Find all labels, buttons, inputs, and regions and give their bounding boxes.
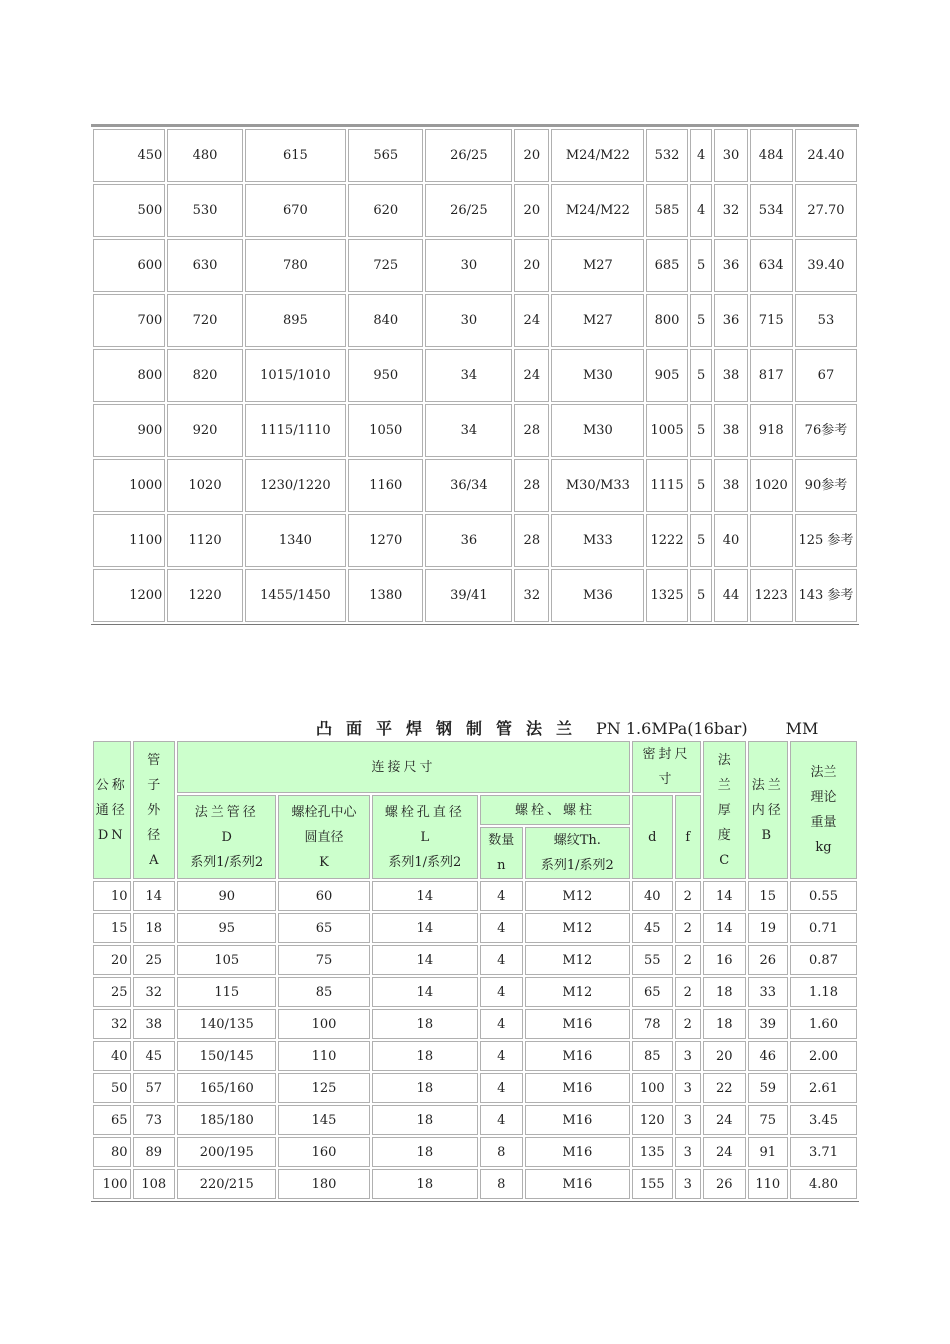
cell-k: 160: [278, 1137, 369, 1167]
cell-k: 1050: [348, 404, 423, 457]
table-row: [93, 349, 857, 402]
cell-a: 89: [133, 1137, 176, 1167]
cell-n: 4: [480, 1009, 523, 1039]
cell-b: 39: [748, 1009, 789, 1039]
cell-sd: 1222: [646, 514, 687, 567]
header-d-series: [177, 795, 276, 879]
cell-c: 20: [703, 1041, 746, 1071]
cell-d: 150/145: [177, 1041, 276, 1071]
cell-th: M12: [525, 945, 630, 975]
cell-a: 25: [133, 945, 176, 975]
cell-k: 1270: [348, 514, 423, 567]
cell-n: 4: [480, 977, 523, 1007]
cell-a: 32: [133, 977, 176, 1007]
header-l-line2: L: [420, 829, 430, 845]
cell-th: M33: [551, 514, 644, 567]
table-row: [93, 1137, 857, 1167]
cell-w: 90参考: [795, 459, 857, 512]
cell-n: 4: [480, 1073, 523, 1103]
cell-dn: 25: [93, 977, 131, 1007]
cell-w: 27.70: [795, 184, 857, 237]
cell-th: M16: [525, 1169, 630, 1199]
cell-c: 36: [714, 239, 747, 292]
cell-c: 24: [703, 1137, 746, 1167]
header-thickness: 法 兰 厚 度 C: [703, 741, 746, 879]
cell-l: 18: [372, 1137, 478, 1167]
cell-w: 39.40: [795, 239, 857, 292]
cell-th: M24/M22: [551, 129, 644, 182]
header-th: [525, 827, 630, 879]
header-th-line2: 系列1/系列2: [540, 858, 614, 873]
cell-f: 3: [675, 1041, 701, 1071]
cell-l: 18: [372, 1169, 478, 1199]
cell-b: 59: [748, 1073, 789, 1103]
cell-dn: 15: [93, 913, 131, 943]
cell-b: 817: [750, 349, 793, 402]
cell-b: 110: [748, 1169, 789, 1199]
cell-w: 3.71: [790, 1137, 857, 1167]
cell-dn: 80: [93, 1137, 131, 1167]
cell-c: 32: [714, 184, 747, 237]
cell-th: M30: [551, 349, 644, 402]
cell-c: 24: [703, 1105, 746, 1135]
header-d-line3: 系列1/系列2: [190, 854, 264, 870]
header-th-line1: 螺纹Th.: [553, 833, 601, 848]
cell-n: 24: [514, 294, 549, 347]
cell-w: 67: [795, 349, 857, 402]
header-row-1: [93, 741, 857, 793]
table-row: [93, 404, 857, 457]
cell-c: 40: [714, 514, 747, 567]
cell-b: 715: [750, 294, 793, 347]
cell-th: M36: [551, 569, 644, 622]
cell-l: 30: [425, 239, 512, 292]
cell-k: 180: [278, 1169, 369, 1199]
cell-b: 26: [748, 945, 789, 975]
cell-w: 1.18: [790, 977, 857, 1007]
cell-a: 1120: [167, 514, 242, 567]
cell-th: M16: [525, 1105, 630, 1135]
cell-f: 2: [675, 977, 701, 1007]
cell-dn: 600: [93, 239, 165, 292]
cell-k: 725: [348, 239, 423, 292]
cell-th: M16: [525, 1009, 630, 1039]
header-bore: 法兰 内径 B: [748, 741, 789, 879]
cell-sd: 40: [632, 881, 673, 911]
cell-n: 4: [480, 913, 523, 943]
table-row: [93, 913, 857, 943]
cell-c: 22: [703, 1073, 746, 1103]
table-row: [93, 184, 857, 237]
table-title-unit: MM: [785, 719, 819, 738]
cell-b: 484: [750, 129, 793, 182]
cell-dn: 500: [93, 184, 165, 237]
table-row: [93, 239, 857, 292]
header-connection: 连接尺寸: [177, 741, 630, 793]
header-n: [480, 827, 523, 879]
cell-a: 530: [167, 184, 242, 237]
cell-c: 18: [703, 977, 746, 1007]
cell-d: 1340: [245, 514, 346, 567]
cell-dn: 40: [93, 1041, 131, 1071]
cell-l: 18: [372, 1009, 478, 1039]
cell-b: 634: [750, 239, 793, 292]
cell-n: 28: [514, 459, 549, 512]
header-weight: 法兰 理论 重量 kg: [790, 741, 857, 879]
table-row: [93, 514, 857, 567]
cell-d: 1230/1220: [245, 459, 346, 512]
cell-c: 44: [714, 569, 747, 622]
cell-f: 3: [675, 1073, 701, 1103]
cell-l: 34: [425, 404, 512, 457]
cell-dn: 450: [93, 129, 165, 182]
cell-sd: 78: [632, 1009, 673, 1039]
header-k: [278, 795, 369, 879]
cell-sd: 120: [632, 1105, 673, 1135]
cell-b: 91: [748, 1137, 789, 1167]
cell-f: 2: [675, 945, 701, 975]
table-row: [93, 1105, 857, 1135]
cell-th: M16: [525, 1073, 630, 1103]
cell-b: 75: [748, 1105, 789, 1135]
cell-d: 1015/1010: [245, 349, 346, 402]
cell-l: 14: [372, 977, 478, 1007]
cell-k: 125: [278, 1073, 369, 1103]
cell-d: 1115/1110: [245, 404, 346, 457]
cell-d: 220/215: [177, 1169, 276, 1199]
cell-a: 57: [133, 1073, 176, 1103]
table-row: [93, 977, 857, 1007]
cell-l: 39/41: [425, 569, 512, 622]
table-title-name: 凸面平焊钢制管法兰: [316, 719, 587, 738]
cell-f: 2: [675, 881, 701, 911]
cell-d: 670: [245, 184, 346, 237]
header-l: [372, 795, 478, 879]
cell-sd: 155: [632, 1169, 673, 1199]
cell-n: 4: [480, 1105, 523, 1135]
cell-w: 53: [795, 294, 857, 347]
cell-a: 73: [133, 1105, 176, 1135]
cell-l: 14: [372, 945, 478, 975]
cell-c: 16: [703, 945, 746, 975]
cell-dn: 1100: [93, 514, 165, 567]
cell-th: M27: [551, 239, 644, 292]
cell-n: 20: [514, 129, 549, 182]
cell-f: 5: [690, 459, 713, 512]
header-d: d: [632, 795, 673, 879]
cell-sd: 55: [632, 945, 673, 975]
header-n-line2: n: [497, 858, 506, 873]
table-row: [93, 294, 857, 347]
header-a: 管 子 外 径 A: [133, 741, 176, 879]
cell-n: 32: [514, 569, 549, 622]
table-title: [316, 716, 818, 739]
cell-f: 4: [690, 184, 713, 237]
cell-d: 140/135: [177, 1009, 276, 1039]
cell-n: 4: [480, 1041, 523, 1071]
cell-n: 20: [514, 184, 549, 237]
cell-l: 14: [372, 881, 478, 911]
cell-c: 26: [703, 1169, 746, 1199]
cell-b: 918: [750, 404, 793, 457]
cell-d: 165/160: [177, 1073, 276, 1103]
cell-a: 720: [167, 294, 242, 347]
cell-f: 3: [675, 1105, 701, 1135]
cell-sd: 905: [646, 349, 687, 402]
header-dn: 公称 通径 DN: [93, 741, 131, 879]
cell-c: 30: [714, 129, 747, 182]
cell-n: 28: [514, 404, 549, 457]
cell-c: 14: [703, 881, 746, 911]
cell-w: 76参考: [795, 404, 857, 457]
cell-dn: 50: [93, 1073, 131, 1103]
cell-dn: 1200: [93, 569, 165, 622]
cell-a: 45: [133, 1041, 176, 1071]
header-d-line1: 法兰管径: [194, 804, 259, 820]
cell-b: 33: [748, 977, 789, 1007]
cell-sd: 85: [632, 1041, 673, 1071]
cell-b: 19: [748, 913, 789, 943]
header-d-line2: D: [221, 829, 232, 845]
cell-a: 920: [167, 404, 242, 457]
cell-th: M24/M22: [551, 184, 644, 237]
cell-f: 5: [690, 349, 713, 402]
cell-b: 1223: [750, 569, 793, 622]
cell-a: 820: [167, 349, 242, 402]
cell-n: 8: [480, 1137, 523, 1167]
cell-d: 95: [177, 913, 276, 943]
cell-a: 630: [167, 239, 242, 292]
cell-k: 60: [278, 881, 369, 911]
cell-k: 1380: [348, 569, 423, 622]
table-row: [93, 1169, 857, 1199]
table-row: [93, 1073, 857, 1103]
cell-w: 0.71: [790, 913, 857, 943]
cell-a: 1220: [167, 569, 242, 622]
cell-f: 5: [690, 404, 713, 457]
cell-d: 780: [245, 239, 346, 292]
cell-w: 2.00: [790, 1041, 857, 1071]
cell-n: 8: [480, 1169, 523, 1199]
cell-a: 1020: [167, 459, 242, 512]
cell-dn: 10: [93, 881, 131, 911]
cell-f: 5: [690, 514, 713, 567]
cell-l: 26/25: [425, 129, 512, 182]
cell-f: 3: [675, 1169, 701, 1199]
cell-f: 5: [690, 294, 713, 347]
cell-w: 4.80: [790, 1169, 857, 1199]
cell-w: 0.55: [790, 881, 857, 911]
cell-dn: 32: [93, 1009, 131, 1039]
cell-a: 18: [133, 913, 176, 943]
cell-th: M27: [551, 294, 644, 347]
cell-k: 620: [348, 184, 423, 237]
cell-w: 143 参考: [795, 569, 857, 622]
cell-c: 38: [714, 404, 747, 457]
cell-k: 1160: [348, 459, 423, 512]
cell-b: 534: [750, 184, 793, 237]
cell-f: 3: [675, 1137, 701, 1167]
table-row: [93, 569, 857, 622]
cell-a: 38: [133, 1009, 176, 1039]
cell-sd: 585: [646, 184, 687, 237]
cell-c: 36: [714, 294, 747, 347]
cell-l: 26/25: [425, 184, 512, 237]
cell-sd: 135: [632, 1137, 673, 1167]
flange-table-continued: [91, 124, 859, 625]
cell-l: 30: [425, 294, 512, 347]
cell-n: 28: [514, 514, 549, 567]
cell-sd: 1005: [646, 404, 687, 457]
cell-k: 100: [278, 1009, 369, 1039]
cell-k: 145: [278, 1105, 369, 1135]
header-n-line1: 数量: [488, 833, 515, 848]
cell-th: M12: [525, 913, 630, 943]
cell-d: 185/180: [177, 1105, 276, 1135]
cell-sd: 800: [646, 294, 687, 347]
cell-sd: 45: [632, 913, 673, 943]
cell-n: 24: [514, 349, 549, 402]
cell-l: 18: [372, 1041, 478, 1071]
cell-l: 36: [425, 514, 512, 567]
cell-k: 565: [348, 129, 423, 182]
cell-b: 1020: [750, 459, 793, 512]
cell-d: 200/195: [177, 1137, 276, 1167]
header-k-line1a: 螺栓孔中心: [291, 804, 357, 820]
table-title-pressure: PN 1.6MPa(16bar): [596, 719, 748, 738]
cell-th: M30/M33: [551, 459, 644, 512]
cell-sd: 1325: [646, 569, 687, 622]
cell-n: 4: [480, 945, 523, 975]
cell-a: 108: [133, 1169, 176, 1199]
cell-dn: 1000: [93, 459, 165, 512]
cell-th: M16: [525, 1137, 630, 1167]
header-seal: 密封尺 寸: [632, 741, 701, 793]
cell-f: 5: [690, 239, 713, 292]
cell-l: 14: [372, 913, 478, 943]
cell-sd: 532: [646, 129, 687, 182]
cell-f: 4: [690, 129, 713, 182]
cell-d: 105: [177, 945, 276, 975]
header-l-line3: 系列1/系列2: [388, 854, 462, 870]
cell-dn: 20: [93, 945, 131, 975]
header-f: f: [675, 795, 701, 879]
cell-sd: 685: [646, 239, 687, 292]
cell-k: 75: [278, 945, 369, 975]
header-k-line2: K: [319, 854, 329, 870]
cell-sd: 65: [632, 977, 673, 1007]
cell-w: 24.40: [795, 129, 857, 182]
cell-w: 125 参考: [795, 514, 857, 567]
table-row: [93, 129, 857, 182]
header-l-line1: 螺栓孔直径: [384, 804, 465, 820]
cell-b: 46: [748, 1041, 789, 1071]
cell-l: 18: [372, 1105, 478, 1135]
table-row: [93, 881, 857, 911]
cell-sd: 100: [632, 1073, 673, 1103]
cell-th: M12: [525, 881, 630, 911]
cell-th: M30: [551, 404, 644, 457]
cell-l: 36/34: [425, 459, 512, 512]
cell-dn: 65: [93, 1105, 131, 1135]
cell-f: 2: [675, 913, 701, 943]
cell-b: 15: [748, 881, 789, 911]
cell-th: M16: [525, 1041, 630, 1071]
cell-dn: 900: [93, 404, 165, 457]
header-k-line1b: 圆直径: [304, 829, 344, 845]
cell-sd: 1115: [646, 459, 687, 512]
cell-f: 2: [675, 1009, 701, 1039]
cell-th: M12: [525, 977, 630, 1007]
cell-d: 615: [245, 129, 346, 182]
cell-n: 20: [514, 239, 549, 292]
cell-w: 2.61: [790, 1073, 857, 1103]
cell-n: 4: [480, 881, 523, 911]
table-row: [93, 1041, 857, 1071]
cell-a: 480: [167, 129, 242, 182]
table-row: [93, 945, 857, 975]
cell-l: 34: [425, 349, 512, 402]
cell-d: 1455/1450: [245, 569, 346, 622]
table-row: [93, 459, 857, 512]
cell-c: 38: [714, 349, 747, 402]
cell-k: 840: [348, 294, 423, 347]
cell-f: 5: [690, 569, 713, 622]
cell-d: 115: [177, 977, 276, 1007]
cell-d: 90: [177, 881, 276, 911]
cell-k: 85: [278, 977, 369, 1007]
cell-dn: 800: [93, 349, 165, 402]
cell-a: 14: [133, 881, 176, 911]
cell-w: 3.45: [790, 1105, 857, 1135]
cell-w: 1.60: [790, 1009, 857, 1039]
table-row: [93, 1009, 857, 1039]
cell-k: 950: [348, 349, 423, 402]
cell-b: [750, 514, 793, 567]
cell-dn: 100: [93, 1169, 131, 1199]
flange-table-pn16: [91, 739, 859, 1202]
cell-w: 0.87: [790, 945, 857, 975]
cell-k: 110: [278, 1041, 369, 1071]
header-bolt: 螺栓、螺柱: [480, 795, 630, 825]
cell-c: 14: [703, 913, 746, 943]
cell-d: 895: [245, 294, 346, 347]
cell-k: 65: [278, 913, 369, 943]
cell-dn: 700: [93, 294, 165, 347]
cell-l: 18: [372, 1073, 478, 1103]
cell-c: 18: [703, 1009, 746, 1039]
cell-c: 38: [714, 459, 747, 512]
